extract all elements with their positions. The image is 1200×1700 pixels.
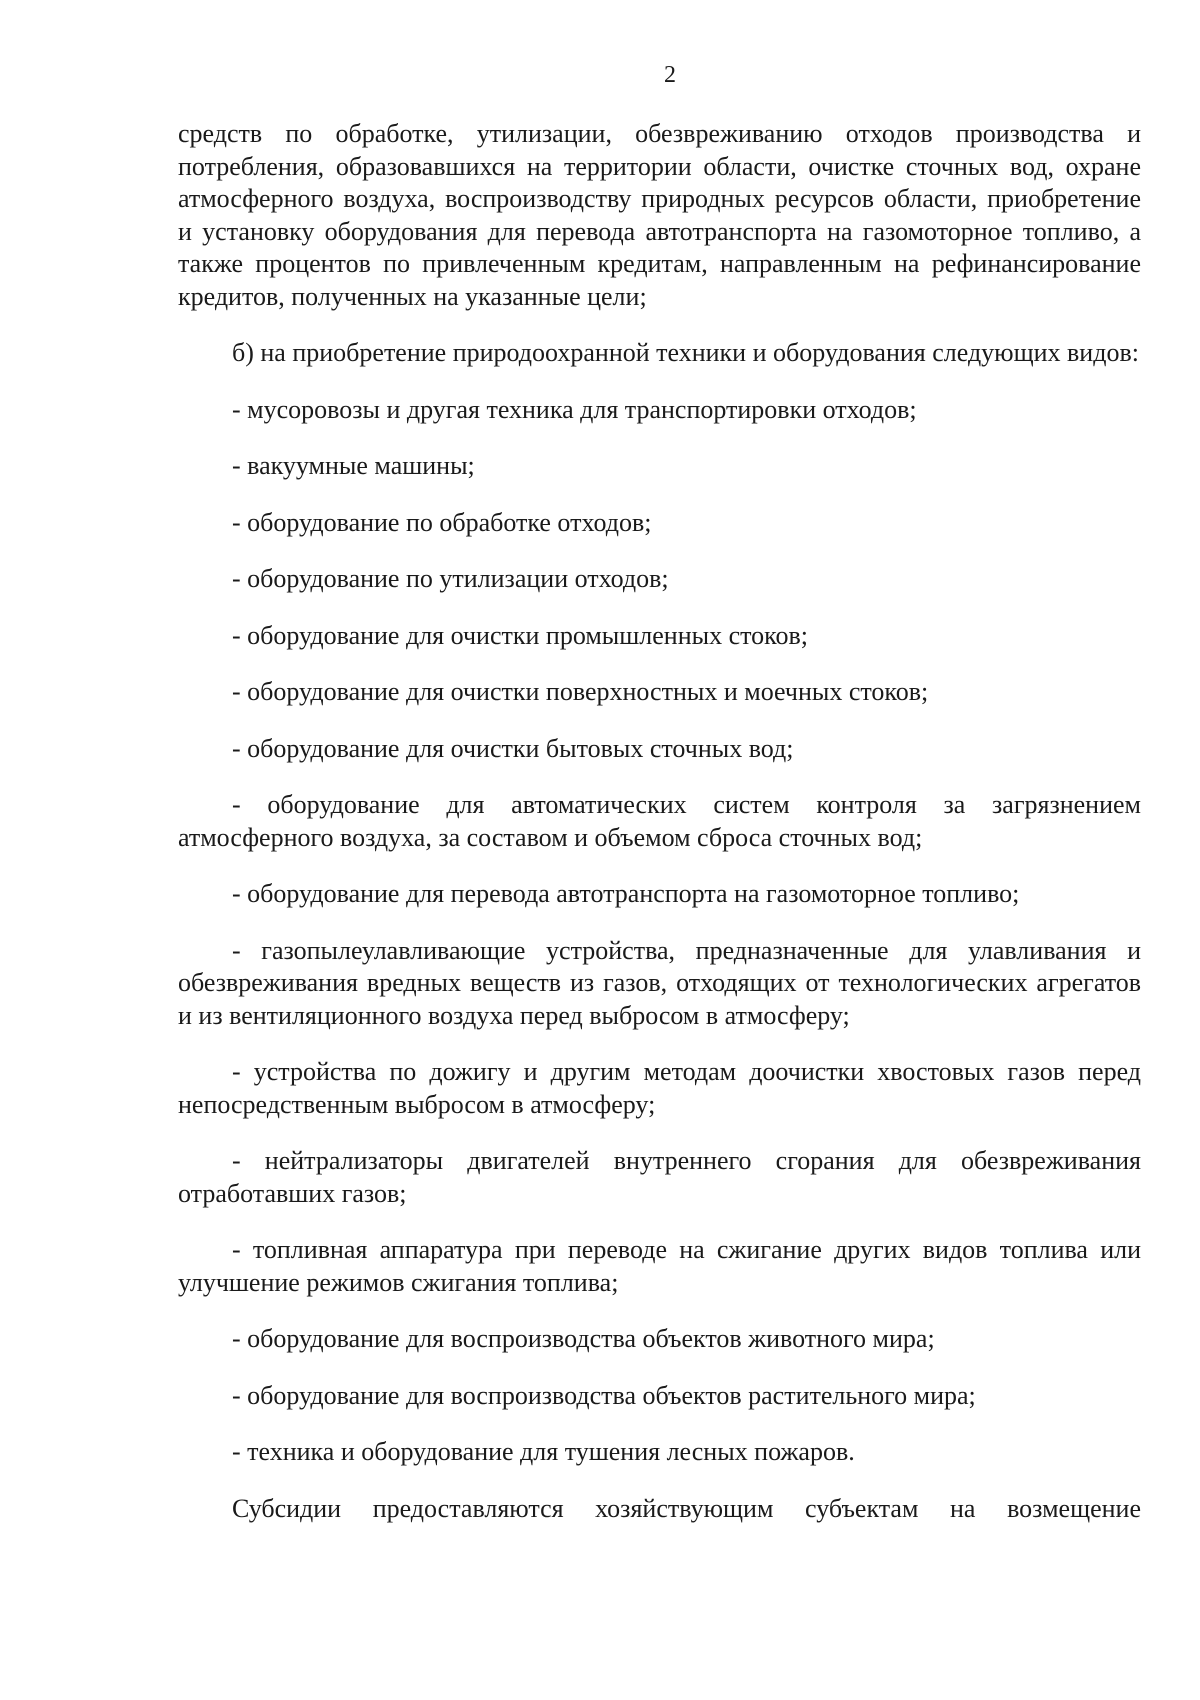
list-item: - оборудование для очистки промышленных стоков; [232,620,808,650]
list-item: - газопылеулавливающие устройства, предназначенные для улавливания и обезвреживания вредных веществ из газов, отходящих от технологических агрегатов и из вентиляционного воздуха перед выбросом в атмосферу; [178,935,1141,1030]
list-item: - нейтрализаторы двигателей внутреннего сгорания для обезвреживания отработавших газов; [178,1146,1141,1208]
final-paragraph: Субсидии предоставляются хозяйствующим субъектам на возмещение [232,1493,1141,1523]
list-item: - устройства по дожигу и другим методам доочистки хвостовых газов перед непосредственным выбросом в атмосферу; [178,1057,1141,1119]
intro-continuation: средств по обработке, утилизации, обезвреживанию отходов производства и потребления, образовавшихся на территории области, очистке сточных вод, охране атмосферного воздуха, воспроизводству природных ресурсов области, приобретение и установку оборудования для перевода автотранспорта на газомоторное топливо, а также процентов по привлеченным кредитам, направленным на рефинансирование кредитов, полученных на указанные цели; [178,119,1141,311]
section-b-heading: б) на приобретение природоохранной техники и оборудования следующих видов: [232,338,1139,367]
page-number: 2 [664,62,676,88]
list-item: - оборудование для очистки бытовых сточных вод; [232,733,794,763]
list-item: - техника и оборудование для тушения лесных пожаров. [232,1437,855,1466]
list-item: - оборудование для перевода автотранспорта на газомоторное топливо; [232,879,1020,908]
document-body [178,118,1141,1525]
list-item: - оборудование по обработке отходов; [232,507,652,537]
list-item: - вакуумные машины; [232,451,475,480]
list-item: - оборудование для воспроизводства объектов животного мира; [232,1324,935,1353]
list-item: - мусоровозы и другая техника для транспортировки отходов; [232,394,917,424]
list-item: - оборудование по утилизации отходов; [232,564,669,593]
list-item: - оборудование для очистки поверхностных и моечных стоков; [232,677,929,706]
list-item: - топливная аппаратура при переводе на сжигание других видов топлива или улучшение режимов сжигания топлива; [178,1235,1141,1297]
list-item: - оборудование для воспроизводства объектов растительного мира; [232,1380,976,1410]
list-item: - оборудование для автоматических систем контроля за загрязнением атмосферного воздуха, за составом и объемом сброса сточных вод; [178,790,1141,852]
